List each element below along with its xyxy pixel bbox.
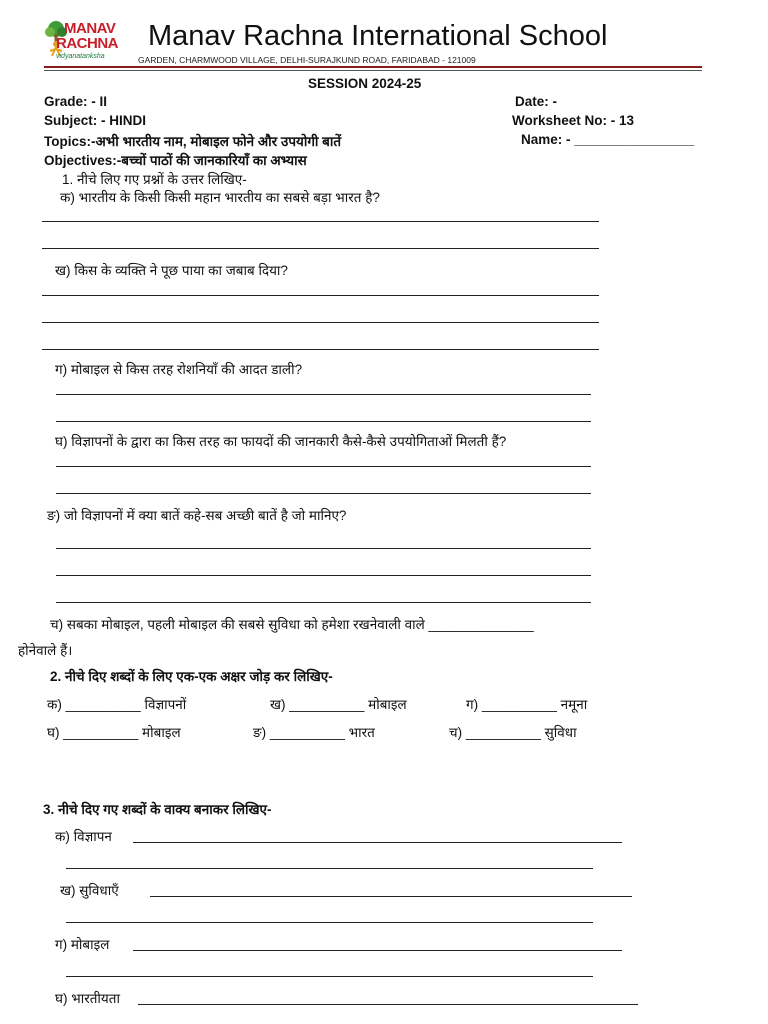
sentence-item-a: क) विज्ञापन bbox=[55, 829, 112, 844]
question-1c: ग) मोबाइल से किस तरह रोशनियाँ की आदत डाली? bbox=[55, 362, 303, 377]
answer-line bbox=[66, 976, 593, 977]
question-1e: ङ) जो विज्ञापनों में क्या बातें कहे-सब अच्छी बातें है जो मानिए? bbox=[47, 508, 347, 523]
answer-line bbox=[42, 322, 599, 323]
fill-item-b: ख) __________ मोबाइल bbox=[270, 697, 407, 712]
answer-line bbox=[56, 548, 591, 549]
section3-heading: 3. नीचे दिए गए शब्दों के वाक्य बनाकर लिखिए- bbox=[43, 802, 272, 817]
logo-tagline: vidyanatanksha bbox=[56, 53, 105, 60]
school-logo bbox=[44, 20, 136, 62]
question-1d: घ) विज्ञापनों के द्वारा का किस तरह का फायदों की जानकारी कैसे-कैसे उपयोगिताओं मिलती हैं? bbox=[55, 434, 507, 449]
answer-line bbox=[56, 493, 591, 494]
fill-item-d: घ) __________ मोबाइल bbox=[47, 725, 181, 740]
answer-line bbox=[56, 602, 591, 603]
section1-heading: 1. नीचे लिए गए प्रश्नों के उत्तर लिखिए- bbox=[62, 172, 247, 187]
section2-heading: 2. नीचे दिए शब्दों के लिए एक-एक अक्षर जोड़ कर लिखिए- bbox=[50, 669, 333, 684]
answer-line bbox=[42, 248, 599, 249]
fill-item-f: च) __________ सुविधा bbox=[449, 725, 577, 740]
answer-line bbox=[42, 221, 599, 222]
question-1a: क) भारतीय के किसी किसी महान भारतीय का सबसे बड़ा भारत है? bbox=[60, 190, 380, 205]
answer-line bbox=[56, 421, 591, 422]
school-address: GARDEN, CHARMWOOD VILLAGE, DELHI-SURAJKUND ROAD, FARIDABAD - 121009 bbox=[138, 55, 476, 65]
question-1b: ख) किस के व्यक्ति ने पूछ पाया का जबाब दिया? bbox=[55, 263, 288, 278]
question-1f: च) सबका मोबाइल, पहली मोबाइल की सबसे सुविधा को हमेशा रखनेवाली वाले ______________ bbox=[50, 617, 534, 632]
fill-item-c: ग) __________ नमूना bbox=[466, 697, 588, 712]
logo-text-manav: MANAV bbox=[64, 20, 116, 37]
sentence-item-c: ग) मोबाइल bbox=[55, 937, 110, 952]
question-1f-continued: होनेवाले हैं। bbox=[18, 643, 73, 658]
answer-line bbox=[133, 842, 622, 843]
sentence-item-d: घ) भारतीयता bbox=[55, 991, 120, 1006]
answer-line bbox=[56, 575, 591, 576]
worksheet-number: Worksheet No: - 13 bbox=[512, 113, 635, 128]
header-divider-thin bbox=[44, 70, 702, 71]
fill-item-a: क) __________ विज्ञापनों bbox=[47, 697, 187, 712]
header-divider bbox=[44, 66, 702, 68]
answer-line bbox=[66, 922, 593, 923]
answer-line bbox=[138, 1004, 638, 1005]
answer-line bbox=[42, 349, 599, 350]
grade-label: Grade: - II bbox=[44, 94, 108, 109]
date-label: Date: - bbox=[515, 94, 558, 109]
answer-line bbox=[150, 896, 632, 897]
school-name: Manav Rachna International School bbox=[148, 20, 608, 52]
answer-line bbox=[56, 466, 591, 467]
logo-text-rachna: RACHNA bbox=[56, 35, 118, 52]
answer-line bbox=[133, 950, 622, 951]
subject-label: Subject: - HINDI bbox=[44, 113, 147, 128]
name-field: Name: - ________________ bbox=[521, 132, 695, 147]
answer-line bbox=[42, 295, 599, 296]
answer-line bbox=[66, 868, 593, 869]
topics-label: Topics:-अभी भारतीय नाम, मोबाइल फोने और उपयोगी बातें bbox=[44, 134, 342, 149]
answer-line bbox=[56, 394, 591, 395]
fill-item-e: ङ) __________ भारत bbox=[253, 725, 375, 740]
objectives-label: Objectives:-बच्चों पाठों की जानकारियाँ का अभ्यास bbox=[44, 153, 307, 168]
session-label: SESSION 2024-25 bbox=[308, 76, 422, 91]
sentence-item-b: ख) सुविधाएँ bbox=[60, 883, 119, 898]
